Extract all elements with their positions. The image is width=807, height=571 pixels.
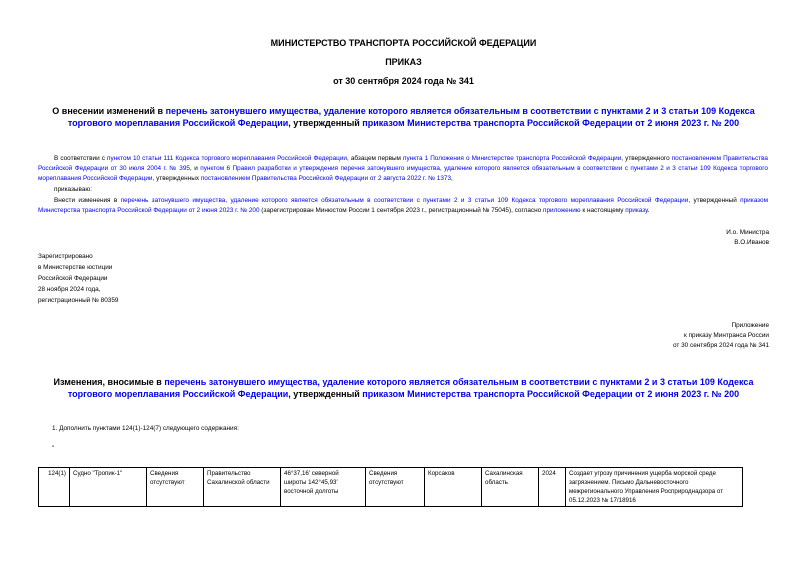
table-row: [39, 468, 743, 507]
link-list[interactable]: перечень затонувшего имущества, удаление которого является обязательным в соответствии с пунктами 2 и 3 статьи 109 Кодекса торгового мореплавания Российской Федерации: [120, 197, 689, 204]
link-decree-1373[interactable]: постановлением Правительства Российской Федерации от 2 августа 2022 г. № 1373: [200, 175, 452, 182]
table-cell-name: Судно "Тропик-1": [70, 468, 147, 507]
appendix-title-link-order-200[interactable]: приказом Министерства транспорта Российской Федерации от 2 июня 2023 г. № 200: [362, 389, 740, 399]
link-order-200[interactable]: приказом Министерства транспорта Российской Федерации от 2 июня 2023 г. № 200: [38, 197, 768, 214]
order-date-number: от 30 сентября 2024 года № 341: [333, 76, 474, 86]
signature-block: [726, 228, 769, 248]
items-table: [38, 467, 743, 507]
appendix-block: Приложение к приказу Минтранса России от 30 сентября 2024 года № 341: [673, 322, 769, 349]
registration-block: Зарегистрировано в Министерстве юстиции Российской Федерации 28 ноября 2024 года, регистрационный № 80359: [38, 253, 119, 304]
item-1-text: 1. Дополнить пунктами 124(1)-124(7) следующего содержания:: [52, 425, 239, 432]
link-ktm-111[interactable]: пунктом 10 статьи 111 Кодекса торгового мореплавания Российской Федерации: [107, 155, 347, 162]
table-cell-port: Корсаков: [425, 468, 482, 507]
paragraph-basis: В соответствии с пунктом 10 статьи 111 Кодекса торгового мореплавания Российской Федерации, абзацем первым пункта 1 Положения о Министерстве транспорта Российской Федерации, утвержденного постановлением Правительства Российской Федерации от 30 июля 2004 г. № 395, и пунктом 6 Правил разработки и утверждения перечня затонувшего имущества, удаление которого является обязательным в соответствии с пунктами 2 и 3 статьи 109 Кодекса торгового мореплавания Российской Федерации, утвержденных постановлением Правительства Российской Федерации от 2 августа 2022 г. № 1373,: [38, 155, 768, 182]
signature-position: И.о. Министра: [726, 229, 769, 236]
table-cell-info: Сведения отсутствуют: [366, 468, 425, 507]
link-regulation-p1[interactable]: пункта 1 Положения о Министерстве транспорта Российской Федерации: [403, 155, 622, 162]
quote-mark: ": [52, 445, 55, 452]
appendix-title-link-list[interactable]: перечень затонувшего имущества, удаление которого является обязательным в соответствии с пунктами 2 и 3 статьи 109 Кодекса торгового мореплавания Российской Федерации: [67, 377, 754, 399]
ministry-heading: МИНИСТЕРСТВО ТРАНСПОРТА РОССИЙСКОЙ ФЕДЕРАЦИИ: [270, 38, 537, 48]
table-cell-authority: Правительство Сахалинской области: [204, 468, 281, 507]
title-link-order-200[interactable]: приказом Министерства транспорта Российской Федерации от 2 июня 2023 г. № 200: [362, 118, 740, 128]
order-title: О внесении изменений в перечень затонувшего имущества, удаление которого является обязательным в соответствии с пунктами 2 и 3 статьи 109 Кодекса торгового мореплавания Российской Федерации, утвержденный приказом Министерства транспорта Российской Федерации от 2 июня 2023 г. № 200: [52, 106, 755, 128]
link-rules-p6[interactable]: пунктом 6 Правил разработки и утверждения перечня затонувшего имущества, удаление которого является обязательным в соответствии с пунктами 2 и 3 статьи 109 Кодекса торгового мореплавания Российской Федерации: [38, 165, 768, 182]
table-cell-owner: Сведения отсутствуют: [147, 468, 204, 507]
appendix-title: Изменения, вносимые в перечень затонувшего имущества, удаление которого является обязательным в соответствии с пунктами 2 и 3 статьи 109 Кодекса торгового мореплавания Российской Федерации, утвержденный приказом Министерства транспорта Российской Федерации от 2 июня 2023 г. № 200: [53, 377, 754, 399]
title-link-list[interactable]: перечень затонувшего имущества, удаление которого является обязательным в соответствии с пунктами 2 и 3 статьи 109 Кодекса торгового мореплавания Российской Федерации: [67, 106, 755, 128]
link-appendix[interactable]: приложению: [543, 207, 581, 214]
table-cell-reason: Создает угрозу причинения ущерба морской среде загрязнением. Письмо Дальневосточного межрегионального Управления Росприроднадзора от 05.12.2023 № 17/18916: [566, 468, 743, 507]
link-decree-395[interactable]: постановлением Правительства Российской Федерации от 30 июля 2004 г. № 395: [38, 155, 768, 172]
signature-name: В.О.Иванов: [734, 239, 769, 246]
table-cell-number: 124(1): [39, 468, 70, 507]
table-cell-region: Сахалинская область: [482, 468, 539, 507]
link-order[interactable]: приказу: [625, 207, 648, 214]
paragraph-order-word: приказываю:: [54, 186, 92, 193]
order-heading: ПРИКАЗ: [385, 57, 422, 67]
table-cell-coordinates: 46°37,16' северной широты 142°45,93' восточной долготы: [281, 468, 366, 507]
paragraph-changes: Внести изменения в перечень затонувшего имущества, удаление которого является обязательным в соответствии с пунктами 2 и 3 статьи 109 Кодекса торгового мореплавания Российской Федерации, утвержденный приказом Министерства транспорта Российской Федерации от 2 июня 2023 г. № 200 (зарегистрирован Минюстом России 1 сентября 2023 г., регистрационный № 75045), согласно приложению к настоящему приказу.: [38, 197, 768, 214]
table-cell-year: 2024: [539, 468, 566, 507]
